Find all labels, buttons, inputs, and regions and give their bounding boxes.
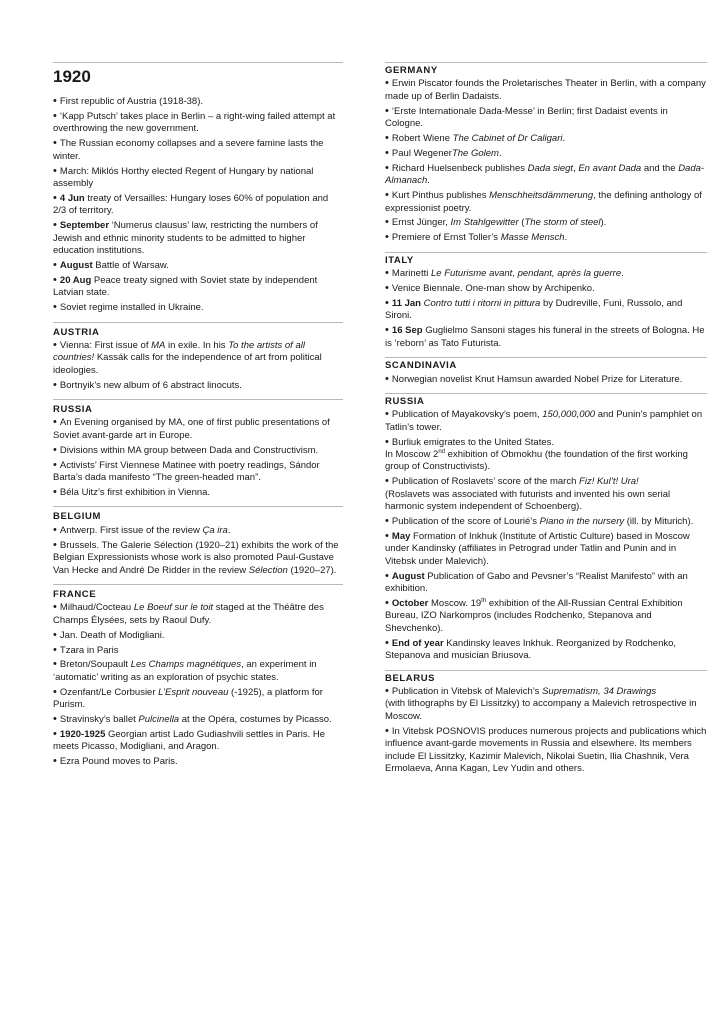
timeline-entry bbox=[53, 629, 343, 642]
entry-text: ‘Numerus clausus’ law, restricting the numbers of Jewish and ethnic minority students to be admitted to higher education institutions. bbox=[53, 220, 318, 256]
section-rule bbox=[385, 670, 707, 671]
bullet-icon: • bbox=[385, 724, 392, 737]
timeline-entry bbox=[385, 324, 707, 350]
entry-text: Richard Huelsenbeck publishes bbox=[391, 162, 528, 174]
entry-text: Le Futurisme avant, pendant, après la guerre bbox=[431, 268, 622, 280]
bullet-icon: • bbox=[53, 338, 60, 351]
entry-text: (Roslavets was associated with futurists and invented his own serial harmonic system independent of Schoenberg). bbox=[385, 488, 671, 513]
entry-text: nd bbox=[438, 448, 446, 455]
timeline-entry bbox=[385, 132, 707, 145]
section-rule bbox=[385, 393, 707, 394]
timeline-entry bbox=[385, 436, 707, 474]
entry-text: In Vitebsk POSNOVIS produces numerous projects and publications which influence avant-garde movements in Russia and elsewhere. Its members include El Lissitzky, Kazimir Malevich, Nikolai Suetin, Ilia Chashnik, Vera Ermolaeva, Anna Kagan, Lev Yudin and others. bbox=[385, 725, 707, 774]
entry-text: Erwin Piscator founds the Proletarisches Theater in Berlin, with a company made up of Berlin Dadaists. bbox=[385, 78, 706, 102]
timeline-entry bbox=[53, 755, 343, 768]
bullet-icon: • bbox=[53, 538, 60, 551]
section-rule bbox=[385, 357, 707, 358]
timeline-entry bbox=[385, 147, 707, 160]
entry-text: Kassák calls for the independence of art from political ideologies. bbox=[53, 352, 322, 376]
bullet-icon: • bbox=[53, 658, 60, 671]
entry-text: at the Opéra, costumes by Picasso. bbox=[179, 714, 332, 726]
timeline-entry bbox=[385, 282, 707, 295]
right-section bbox=[385, 65, 707, 245]
bullet-icon: • bbox=[385, 104, 392, 117]
right-section bbox=[385, 670, 707, 776]
entry-text: . bbox=[562, 133, 566, 145]
bullet-icon: • bbox=[53, 95, 60, 107]
timeline-entry bbox=[53, 219, 343, 257]
bullet-icon: • bbox=[385, 146, 392, 159]
entry-text: and Punin’s pamphlet on Tatlin’s tower. bbox=[385, 409, 703, 433]
bullet-icon: • bbox=[385, 435, 392, 448]
entry-text: treaty of Versailles: Hungary loses 60% of population and 2/3 of territory. bbox=[53, 192, 329, 217]
bullet-icon: • bbox=[385, 408, 392, 421]
bullet-icon: • bbox=[53, 628, 60, 641]
entry-text: 16 Sep bbox=[391, 325, 423, 337]
entry-text: staged at the Théâtre des Champs Élysées, sets by Raoul Dufy. bbox=[53, 602, 324, 626]
entry-text: Norwegian novelist Knut Hamsun awarded Nobel Prize for Literature. bbox=[391, 373, 683, 385]
entry-text: 11 Jan bbox=[391, 298, 421, 309]
bullet-icon: • bbox=[53, 219, 60, 232]
entry-text: (1920–27). bbox=[287, 564, 337, 576]
entry-text: . bbox=[427, 175, 430, 187]
entry-text: Formation of Inkhuk (Institute of Artistic Culture) based in Moscow under Kandinsky (affiliates in Petrograd under Tatlin and Punin and in Vitebsk under Malevich). bbox=[385, 531, 690, 567]
entry-text: Soviet regime installed in Ukraine. bbox=[59, 302, 204, 314]
entry-text: The Cabinet of Dr Caligari bbox=[452, 133, 563, 145]
entry-text: Dada siegt bbox=[527, 162, 574, 174]
entry-text: Stravinsky’s ballet bbox=[59, 714, 139, 726]
entry-text: August bbox=[391, 570, 425, 582]
left-section bbox=[53, 506, 343, 577]
bullet-icon: • bbox=[53, 443, 60, 456]
entry-text: th bbox=[481, 597, 487, 604]
timeline-entry bbox=[53, 416, 343, 442]
entry-text: ‘Erste Internationale Dada-Messe’ in Berlin; first Dadaist events in Cologne. bbox=[385, 105, 668, 130]
timeline-entry bbox=[53, 274, 343, 300]
entry-text: Piano in the nursery bbox=[539, 516, 625, 528]
right-section bbox=[385, 252, 707, 350]
entry-text: Im Stahlgewitter bbox=[450, 217, 519, 229]
entry-text: by Dudreville, Funi, Russolo, and Sironi. bbox=[385, 298, 683, 322]
entry-text: , the defining anthology of expressionist poetry. bbox=[385, 190, 702, 214]
entry-text: 1920-1925 bbox=[59, 728, 106, 740]
bullet-icon: • bbox=[53, 523, 60, 536]
timeline-entry bbox=[53, 539, 343, 577]
bullet-icon: • bbox=[53, 258, 60, 271]
left-section bbox=[53, 322, 343, 393]
timeline-entry bbox=[385, 725, 707, 776]
entry-text: Publication of Mayakovsky’s poem, bbox=[391, 409, 543, 421]
bullet-icon: • bbox=[385, 684, 392, 697]
entry-text: Dada-Almanach bbox=[385, 162, 705, 187]
timeline-entry bbox=[53, 301, 343, 314]
entry-text: , an experiment in ‘automatic’ writing as an exploration of psychic states. bbox=[53, 659, 317, 683]
bullet-icon: • bbox=[385, 282, 392, 295]
bullet-icon: • bbox=[53, 378, 60, 391]
timeline-entry bbox=[385, 162, 707, 188]
bullet-icon: • bbox=[53, 191, 60, 204]
entry-text: Publication of Gabo and Pevsner’s “Realist Manifesto” with an exhibition. bbox=[385, 570, 688, 595]
entry-text: Jan. Death of Modigliani. bbox=[59, 629, 165, 641]
bullet-icon: • bbox=[385, 530, 392, 542]
entry-text: Vienna: First issue of bbox=[59, 339, 152, 351]
bullet-icon: • bbox=[53, 643, 60, 656]
bullet-icon: • bbox=[53, 601, 60, 614]
entry-text: Bortnyik’s new album of 6 abstract linocuts. bbox=[59, 379, 242, 391]
entry-text: . bbox=[498, 147, 502, 159]
bullet-icon: • bbox=[385, 475, 392, 488]
entry-text: October bbox=[391, 598, 429, 610]
timeline-entry bbox=[53, 110, 343, 136]
entry-text: Antwerp. First issue of the review bbox=[59, 524, 203, 536]
entry-text: Publication in Vitebsk of Malevich’s bbox=[391, 685, 543, 697]
section-heading: BELGIUM bbox=[53, 511, 102, 523]
timeline-entry bbox=[385, 267, 707, 280]
entry-text: Peace treaty signed with Soviet state by independent Latvian state. bbox=[53, 274, 318, 299]
timeline-entry bbox=[53, 339, 343, 377]
bullet-icon: • bbox=[385, 161, 392, 174]
entry-text: Venice Biennale. One-man show by Archipenko. bbox=[391, 283, 595, 295]
entry-text: Moscow. 19 bbox=[428, 598, 482, 610]
entry-text: . bbox=[564, 232, 568, 244]
bullet-icon: • bbox=[53, 416, 60, 429]
top-rule-right bbox=[385, 62, 707, 63]
entry-text: Masse Mensch bbox=[500, 232, 565, 244]
bullet-icon: • bbox=[385, 372, 392, 385]
entry-text: (with lithographs by El Lissitzky) to accompany a Malevich retrospective in Moscow. bbox=[385, 698, 697, 722]
bullet-icon: • bbox=[385, 597, 392, 610]
bullet-icon: • bbox=[385, 216, 392, 229]
bullet-icon: • bbox=[385, 231, 392, 244]
entry-text: Fiz! Kul’t! Ura! bbox=[579, 476, 639, 488]
entry-text: Premiere of Ernst Toller’s bbox=[391, 232, 501, 244]
left-section bbox=[53, 95, 343, 315]
entry-text: Kandinsky leaves Inkhuk. Reorganized by Rodchenko, Stepanova and musician Briusova. bbox=[385, 637, 677, 662]
bullet-icon: • bbox=[385, 297, 392, 309]
section-heading: RUSSIA bbox=[53, 404, 93, 416]
entry-text: Publication of the score of Lourié’s bbox=[391, 516, 540, 528]
timeline-entry bbox=[385, 297, 707, 323]
timeline-entry bbox=[385, 637, 707, 663]
bullet-icon: • bbox=[385, 77, 392, 90]
entry-text: Menschheitsdämmerung bbox=[489, 190, 594, 202]
entry-text: Tzara in Paris bbox=[59, 644, 119, 656]
timeline-entry bbox=[53, 686, 343, 712]
right-section bbox=[385, 357, 707, 386]
bullet-icon: • bbox=[53, 713, 60, 726]
timeline-entry bbox=[385, 77, 707, 103]
bullet-icon: • bbox=[53, 458, 60, 471]
entry-text: Contro tutti i ritorni in pittura bbox=[423, 298, 541, 309]
entry-text: ‘Kapp Putsch’ takes place in Berlin – a right-wing failed attempt at overthrowing the new government. bbox=[53, 110, 336, 135]
timeline-entry bbox=[385, 570, 707, 596]
timeline-entry bbox=[53, 524, 343, 537]
entry-text: Divisions within MA group between Dada and Constructivism. bbox=[59, 444, 319, 456]
timeline-entry bbox=[53, 486, 343, 499]
section-rule bbox=[385, 252, 707, 253]
entry-text: 150,000,000 bbox=[542, 409, 596, 421]
entry-text: Battle of Warsaw. bbox=[92, 259, 169, 271]
entry-text: L’Esprit nouveau bbox=[158, 686, 229, 698]
entry-text: Guglielmo Sansoni stages his funeral in the streets of Bologna. He is ‘reborn’ as Tato Futurista. bbox=[385, 325, 705, 349]
bullet-icon: • bbox=[385, 189, 392, 202]
timeline-entry bbox=[53, 379, 343, 392]
entry-text: Ozenfant/Le Corbusier bbox=[59, 686, 159, 698]
entry-text: September bbox=[59, 220, 110, 232]
timeline-entry bbox=[385, 105, 707, 131]
entry-text: (ill. by Miturich). bbox=[624, 516, 694, 528]
timeline-entry bbox=[53, 713, 343, 726]
timeline-entry bbox=[53, 459, 343, 485]
entry-text: Les Champs magnétiques bbox=[130, 659, 242, 671]
timeline-entry bbox=[385, 216, 707, 229]
entry-text: End of year bbox=[391, 637, 444, 649]
timeline-entry bbox=[385, 530, 707, 568]
timeline-entry bbox=[385, 231, 707, 244]
bullet-icon: • bbox=[53, 755, 60, 768]
left-sections bbox=[53, 95, 343, 769]
timeline-entry bbox=[385, 597, 707, 635]
timeline-entry bbox=[53, 165, 343, 191]
timeline-entry bbox=[53, 259, 343, 272]
entry-text: . bbox=[621, 268, 624, 280]
timeline-entry bbox=[53, 95, 343, 108]
timeline-entry bbox=[53, 192, 343, 218]
year-heading: 1920 bbox=[53, 67, 91, 86]
entry-text: First republic of Austria (1918-38). bbox=[59, 96, 204, 107]
section-heading: FRANCE bbox=[53, 588, 97, 600]
entry-text: . bbox=[227, 524, 231, 536]
timeline-entry bbox=[385, 373, 707, 386]
bullet-icon: • bbox=[385, 569, 392, 582]
entry-text: Milhaud/Cocteau bbox=[59, 602, 134, 614]
section-heading: GERMANY bbox=[385, 65, 438, 76]
entry-text: Ça ira bbox=[202, 524, 228, 536]
section-rule bbox=[53, 399, 343, 400]
timeline-entry bbox=[385, 685, 707, 723]
entry-text: ( bbox=[518, 217, 525, 229]
entry-text: Pulcinella bbox=[138, 714, 180, 726]
bullet-icon: • bbox=[53, 301, 60, 314]
bullet-icon: • bbox=[53, 137, 60, 150]
entry-text: Kurt Pinthus publishes bbox=[391, 190, 490, 202]
bullet-icon: • bbox=[53, 109, 60, 122]
timeline-entry bbox=[385, 475, 707, 513]
entry-text: Robert Wiene bbox=[391, 133, 453, 145]
left-section bbox=[53, 399, 343, 499]
entry-text: Activists’ First Viennese Matinee with poetry readings, Sándor Barta’s dada manifesto “The green-headed man”. bbox=[53, 459, 320, 484]
timeline-entry bbox=[385, 515, 707, 528]
bullet-icon: • bbox=[385, 515, 392, 528]
bullet-icon: • bbox=[385, 267, 392, 280]
right-column bbox=[385, 62, 707, 782]
timeline-entry bbox=[53, 137, 343, 163]
bullet-icon: • bbox=[385, 636, 392, 649]
bullet-icon: • bbox=[53, 727, 60, 740]
entry-text: Publication of Roslavets’ score of the march bbox=[391, 476, 580, 488]
entry-text: exhibition of the All-Russian Central Exhibition Bureau, IZO Narkompros (includes Rodchenko, Stepanova and Shevchenko). bbox=[385, 598, 683, 634]
entry-text: Brussels. The Galerie Sélection (1920–21) exhibits the work of the Belgian Expressionists whose work is also promoted Paul-Gustave Van Hecke and André De Ridder in the review bbox=[53, 539, 339, 576]
bullet-icon: • bbox=[53, 273, 60, 286]
timeline-entry bbox=[385, 189, 707, 215]
bullet-icon: • bbox=[385, 132, 392, 145]
entry-text: To the artists of all countries! bbox=[53, 339, 305, 364]
section-heading: ITALY bbox=[385, 254, 414, 266]
entry-text: En avant Dada bbox=[578, 162, 642, 174]
entry-text: March: Miklós Horthy elected Regent of Hungary by national assembly bbox=[53, 165, 314, 189]
entry-text: In Moscow 2 bbox=[385, 449, 439, 461]
entry-text: ). bbox=[600, 217, 607, 229]
section-heading: AUSTRIA bbox=[53, 326, 100, 338]
timeline-entry bbox=[53, 444, 343, 457]
bullet-icon: • bbox=[53, 164, 60, 177]
entry-text: 20 Aug bbox=[59, 274, 92, 286]
timeline-entry bbox=[385, 408, 707, 434]
entry-text: Georgian artist Lado Gudiashvili settles in Paris. He meets Picasso, Modigliani, and Aragon. bbox=[53, 728, 326, 753]
bullet-icon: • bbox=[385, 324, 392, 337]
right-section bbox=[385, 393, 707, 663]
bullet-icon: • bbox=[53, 685, 60, 698]
bullet-icon: • bbox=[53, 485, 60, 498]
entry-text: Breton/Soupault bbox=[59, 659, 131, 671]
entry-text: Le Boeuf sur le toit bbox=[133, 602, 214, 614]
top-rule-left bbox=[53, 62, 343, 63]
entry-text: Marinetti bbox=[391, 268, 431, 280]
timeline-entry bbox=[53, 644, 343, 657]
entry-text: Burliuk emigrates to the United States. bbox=[391, 436, 555, 448]
entry-text: exhibition of Obmokhu (the foundation of the first working group of Constructivists). bbox=[385, 449, 688, 473]
entry-text: and the bbox=[641, 162, 679, 174]
entry-text: 4 Jun bbox=[59, 192, 85, 204]
entry-text: Ezra Pound moves to Paris. bbox=[59, 756, 178, 768]
left-column bbox=[53, 62, 343, 776]
entry-text: May bbox=[391, 531, 411, 542]
entry-text: Paul Wegener bbox=[391, 147, 452, 159]
timeline-entry bbox=[53, 658, 343, 684]
entry-text: in exile. In his bbox=[165, 339, 229, 351]
entry-text: , bbox=[573, 162, 579, 174]
left-section bbox=[53, 584, 343, 769]
entry-text: Sélection bbox=[248, 564, 288, 576]
section-heading: RUSSIA bbox=[385, 395, 425, 407]
timeline-entry bbox=[53, 728, 343, 754]
section-heading: SCANDINAVIA bbox=[385, 360, 457, 372]
entry-text: An Evening organised by MA, one of first public presentations of Soviet avant-garde art in Europe. bbox=[53, 417, 330, 441]
entry-text: The storm of steel bbox=[524, 217, 601, 229]
entry-text: The Golem bbox=[451, 147, 499, 159]
entry-text: MA bbox=[151, 339, 166, 351]
entry-text: (-1925), a platform for Purism. bbox=[53, 686, 323, 711]
section-rule bbox=[53, 322, 343, 323]
entry-text: Suprematism, 34 Drawings bbox=[542, 685, 657, 697]
entry-text: Ernst Jünger, bbox=[391, 217, 451, 229]
entry-text: Béla Uitz’s first exhibition in Vienna. bbox=[59, 486, 211, 498]
section-rule bbox=[53, 584, 343, 585]
entry-text: The Russian economy collapses and a severe famine lasts the winter. bbox=[53, 138, 324, 162]
section-rule bbox=[53, 506, 343, 507]
section-heading: BELARUS bbox=[385, 672, 436, 684]
entry-text: August bbox=[59, 259, 93, 271]
timeline-entry bbox=[53, 601, 343, 627]
right-sections bbox=[385, 65, 707, 775]
